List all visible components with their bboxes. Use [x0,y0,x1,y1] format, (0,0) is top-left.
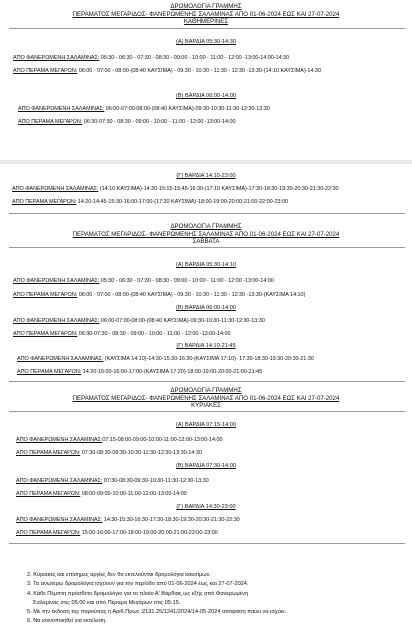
note-item: 3. Τα ανωτέρω δρομολόγια ισχύουν για την περίοδο από 01-06-2024 έως και 27-07-2024. [27,581,249,588]
saturdays-title [0,223,412,246]
route-label: ΑΠΟ ΠΕΡΑΜΑ ΜΕΓΑΡΩΝ: [13,331,78,337]
note-item: 4. Κάθε Πέμπτη πρόσθετο δρομολόγιο για το πλοίο Α' Βάρδιας ως εξής από Φανερωμένη [27,590,249,597]
schedule-row [16,491,187,497]
shift-title: (Γ) ΒΑΡΔΙΑ 14:10-21:45 [176,343,236,349]
route-times: 07:30-08:30-09:30-10:30-11:30-12:30-13:30 [102,478,209,484]
route-times: (14:10 ΚΑΥΣΙΜΑ)-14:30-15:15-15:45-16:30-(17:10 ΚΑΥΣΙΜΑ)-17:30-18:30-19:30-20:30-21:30-22:30 [98,186,339,192]
schedule-row [13,292,305,298]
section-separator [9,381,405,382]
header-line: ΠΕΡΑΜΑΤΟΣ ΜΕΓΑΡΙΔΟΣ- ΦΑΝΕΡΩΜΕΝΗΣ ΣΑΛΑΜΙΝΑΣ ΑΠΟ 01-06-2024 ΕΩΣ ΚΑΙ 27-07-2024 [72,230,340,238]
schedule-row [16,517,240,523]
route-times: 06:00-07:00-08:00-(08:40 ΚΑΥΣΙΜΑ)-09:30-10:30-11:30-12:30-13:30 [104,106,270,112]
header-line: ΠΕΡΑΜΑΤΟΣ ΜΕΓΑΡΙΔΟΣ- ΦΑΝΕΡΩΜΕΝΗΣ ΣΑΛΑΜΙΝΑΣ ΑΠΟ 01-06-2024 ΕΩΣ ΚΑΙ 27-07-2024 [72,394,340,402]
sundays-separator [9,411,405,412]
route-label: ΑΠΟ ΦΑΝΕΡΩΜΕΝΗ ΣΑΛΑΜΙΝΑΣ: [13,55,100,61]
route-times: 14:20-15:00-16:00-17:00-(ΚΑΥΣΙΜΑ 17:20)-18:00-19:00-20:00-21:00-21:45 [81,369,263,375]
route-times: 07:30-08:30-09:30-10:30-11:30-12:30-13:30-14:30 [80,450,202,456]
route-times: 06:00 - 07:00 - 08:00-(08:40 ΚΑΥΣΙΜΑ) - 09:30 - 10:30 - 11:30 - 12:30 -13:30-(14:10 ΚΑΥΣΙΜΑ)-14:30 [77,68,321,74]
route-times: 14:30-15:30-16:30-17:30-18:30-19:30-20:30-21:30-22:30 [102,517,240,523]
route-label: ΑΠΟ ΠΕΡΑΜΑ ΜΕΓΑΡΩΝ: [17,369,82,375]
route-times: 05:30 - 06:30 - 07:30 - 08:30 - 09:00 - 10:00 - 11:00 - 12:00 -13:00-14:00-14:30 [99,55,290,61]
shift-title: (Α) ΒΑΡΔΙΑ 05:30-14:10 [176,262,236,268]
route-times: 05:30 - 06:30 - 07:30 - 08:30 - 09:00 - 10:00 - 11:00 - 12:00 -13:00-14:00 [99,278,274,284]
header-line: ΔΡΟΜΟΛΟΓΙΑ ΓΡΑΜΜΗΣ [170,223,242,230]
saturdays-separator [9,247,405,248]
route-times: 06:30-07:30 - 08:30 - 09:00 - 10:00 - 11:00 - 12:00 -13:00-14:00 [82,119,236,125]
route-label: ΑΠΟ ΦΑΝΕΡΩΜΕΝΗ ΣΑΛΑΜΙΝΑΣ: [12,186,99,192]
route-label: ΑΠΟ ΠΕΡΑΜΑ ΜΕΓΑΡΩΝ: [16,491,81,497]
route-label: ΑΠΟ ΠΕΡΑΜΑ ΜΕΓΑΡΩΝ: [18,119,83,125]
route-label: ΑΠΟ ΠΕΡΑΜΑ ΜΕΓΑΡΩΝ: [16,530,81,536]
shift-title: (Γ) ΒΑΡΔΙΑ 14:10-23:00 [176,173,236,179]
route-label: ΑΠΟ ΠΕΡΑΜΑ ΜΕΓΑΡΩΝ: [12,199,77,205]
route-label: ΑΠΟ ΦΑΝΕΡΩΜΕΝΗ ΣΑΛΑΜΙΝΑΣ: [13,318,100,324]
route-times: 08:00-09:00-10:00-11:00-12:00-13:00-14:00 [80,491,187,497]
schedule-row [16,437,223,443]
schedule-row [12,186,339,192]
sundays-header [0,387,412,410]
route-label: ΑΠΟ ΦΑΝΕΡΩΜΕΝΗ ΣΑΛΑΜΙΝΑΣ: [17,356,104,362]
route-label: ΑΠΟ ΠΕΡΑΜΑ ΜΕΓΑΡΩΝ: [13,292,78,298]
note-item: 5. Με την έκδοση της παρούσας η Αριθ.Πρωτ.:2131.25/1241/2024/14-05-2024 απόφαση παύει να ισχύει. [27,609,287,616]
weekdays-separator [9,28,405,29]
note-item: 6. Να κοινοποιηθεί για εκτέλεση. [27,618,107,625]
shift-title: (Β) ΒΑΡΔΙΑ 06:00-14:00 [176,305,236,311]
route-times: 06:00 - 07:00 - 08:00-(08:40 ΚΑΥΣΙΜΑ) - 09:30 - 10:30 - 11:30 - 12:30 -13:30-(ΚΑΥΣΙΜΑ 14:10) [77,292,306,298]
schedule-row [13,68,321,74]
shift-title: (Γ) ΒΑΡΔΙΑ 14:30-23:00 [176,504,236,510]
route-times: 15:00-16:00-17:00-18:00-19:00-20:00-21:00-22:00-23:00 [80,530,218,536]
schedule-row [13,318,265,324]
schedule-row [18,119,235,125]
route-label: ΑΠΟ ΦΑΝΕΡΩΜΕΝΗ ΣΑΛΑΜΙΝΑΣ: [16,517,103,523]
section-separator [9,213,405,214]
shift-title: (Α) ΒΑΡΔΙΑ 07:15-14:00 [176,422,236,428]
route-label: ΑΠΟ ΦΑΝΕΡΩΜΕΝΗ ΣΑΛΑΜΙΝΑΣ: [16,478,103,484]
schedule-row [17,369,262,375]
schedule-row [16,478,209,484]
schedule-row [16,530,218,536]
saturdays-header [0,223,412,246]
route-label: ΑΠΟ ΠΕΡΑΜΑ ΜΕΓΑΡΩΝ: [16,450,81,456]
schedule-row [13,278,274,284]
note-item: Σαλαμίνας στις 05:00 και από Πέραμα Μεγάρων στις 05:15. [33,599,181,606]
notes-list [27,571,286,627]
schedule-row [13,331,230,337]
schedule-row [16,450,202,456]
route-label: ΑΠΟ ΠΕΡΑΜΑ ΜΕΓΑΡΩΝ: [13,68,78,74]
header-line: ΚΥΡΙΑΚΕΣ [191,402,221,410]
schedule-row [18,106,270,112]
schedule-row [13,55,289,61]
shift-title: (Β) ΒΑΡΔΙΑ 06:00-14:00 [176,93,236,99]
shift-title: (Β) ΒΑΡΔΙΑ 07:30-14:00 [176,463,236,469]
schedule-row [12,199,288,205]
route-label: ΑΠΟ ΦΑΝΕΡΩΜΕΝΗ ΣΑΛΑΜΙΝΑΣ: [18,106,105,112]
section-separator [9,543,405,544]
weekdays-title [0,3,412,26]
route-times: 06:30-07:30 - 08:30 - 09:00 - 10:00 - 11:00 - 12:00 -13:00-14:00 [77,331,231,337]
route-label: ΑΠΟ ΦΑΝΕΡΩΜΕΝΗ ΣΑΛΑΜΙΝΑΣ: [16,437,103,443]
header-line: ΔΡΟΜΟΛΟΓΙΑ ΓΡΑΜΜΗΣ [170,387,242,394]
shift-title: (Α) ΒΑΡΔΙΑ 05:30-14:30 [176,39,236,45]
route-label: ΑΠΟ ΦΑΝΕΡΩΜΕΝΗ ΣΑΛΑΜΙΝΑΣ: [13,278,100,284]
header-line: ΔΡΟΜΟΛΟΓΙΑ ΓΡΑΜΜΗΣ [170,3,242,10]
sundays-title [0,387,412,410]
header-line: ΠΕΡΑΜΑΤΟΣ ΜΕΓΑΡΙΔΟΣ- ΦΑΝΕΡΩΜΕΝΗΣ ΣΑΛΑΜΙΝΑΣ ΑΠΟ 01-06-2024 ΕΩΣ ΚΑΙ 27-07-2024 [72,10,340,18]
route-times: 14:20-14:45-15:30-16:00-17:00-(17:20 ΚΑΥΣΙΜΑ)-18:00-19:00-20:00-21:00-22:00-23:00 [76,199,288,205]
header-line: ΣΑΒΒΑΤΑ [192,238,220,246]
weekdays-header [0,3,412,26]
route-times: 06:00-07:00-08:00-(08:40 ΚΑΥΣΙΜΑ)-09:30-10:30-11:30-12:30-13:30 [99,318,265,324]
note-item: 2. Κυριακές και επίσημες αργίες δεν θα εκτελούνται δρομολόγια καυσίμων. [27,572,211,578]
schedule-row [17,356,314,362]
header-line: ΚΑΘΗΜΕΡΙΝΕΣ [183,18,229,26]
route-times: (ΚΑΥΣΙΜΑ 14:10)-14:30-15:30-16:30-(ΚΑΥΣΙΜΑ 17:10)- 17:30-18:30-19:30-20:30-21:30 [103,356,314,362]
route-times: 07:15-08:00-09:00-10:00-11:00-12:00-13:00-14:00 [102,437,223,443]
